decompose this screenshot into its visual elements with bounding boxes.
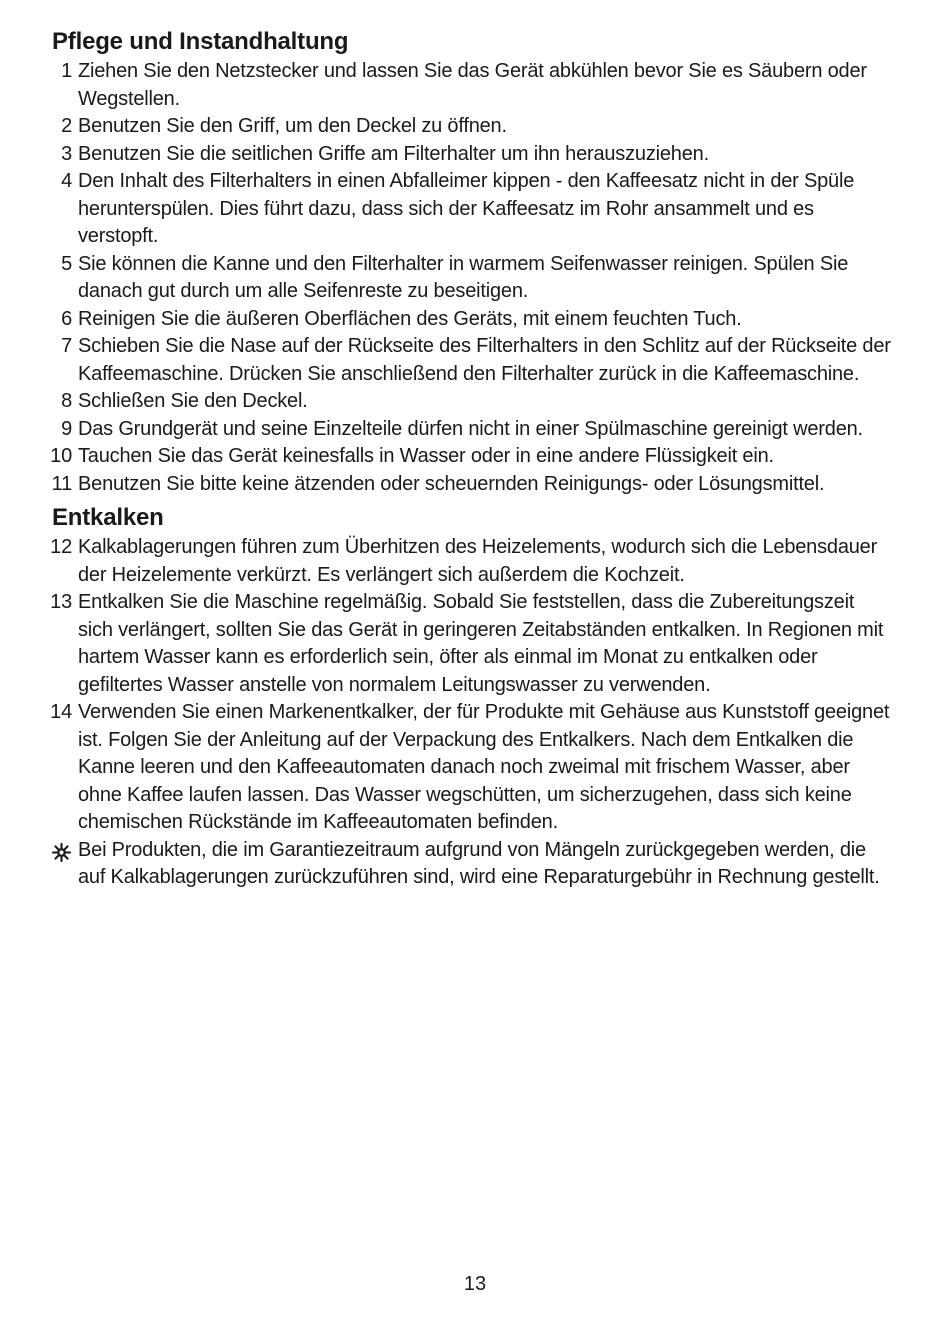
item-number: 7 [61, 335, 72, 357]
list-item [52, 168, 892, 251]
item-number: 1 [61, 60, 72, 82]
item-number: 3 [61, 142, 72, 165]
item-text: Ziehen Sie den Netzstecker und lassen Sie das Gerät abkühlen bevor Sie es Säubern oder Wegstellen. [78, 60, 867, 110]
item-text: Schieben Sie die Nase auf der Rückseite des Filterhalters in den Schlitz auf der Rückseite der Kaffeemaschine. Drücken Sie anschließend den Filterhalter zurück in die Kaffeemaschine. [78, 335, 891, 385]
item-text: Verwenden Sie einen Markenentkalker, der für Produkte mit Gehäuse aus Kunststoff geeignet ist. Folgen Sie der Anleitung auf der Verpackung des Entkalkers. Nach dem Entkalken die Kanne leeren und den Kaffeeautomaten danach noch zweimal mit frischem Wasser, aber ohne Kaffee laufen lassen. Das Wasser wegschütten, um sicherzugehen, dass sich keine chemischen Rückstände im Kaffeeautomaten befinden. [78, 701, 890, 833]
instruction-list [52, 58, 892, 498]
item-text: Das Grundgerät und seine Einzelteile dürfen nicht in einer Spülmaschine gereinigt werden. [78, 417, 863, 440]
item-number: 14 [50, 701, 72, 723]
item-text: Sie können die Kanne und den Filterhalter in warmem Seifenwasser reinigen. Spülen Sie danach gut durch um alle Seifenreste zu beseitigen. [78, 252, 849, 302]
item-text: Tauchen Sie das Gerät keinesfalls in Wasser oder in eine andere Flüssigkeit ein. [78, 445, 774, 467]
list-item [52, 699, 892, 837]
item-text: Benutzen Sie den Griff, um den Deckel zu öffnen. [78, 115, 507, 137]
list-item [52, 589, 892, 699]
document-page [52, 26, 892, 892]
note-text: Bei Produkten, die im Garantiezeitraum aufgrund von Mängeln zurückgegeben werden, die auf Kalkablagerungen zurückzuführen sind, wird eine Reparaturgebühr in Rechnung gestellt. [78, 838, 880, 888]
item-number: 13 [50, 591, 72, 613]
list-item [52, 251, 892, 306]
item-number: 10 [50, 445, 72, 467]
item-number: 4 [61, 170, 72, 192]
item-text: Reinigen Sie die äußeren Oberflächen des Geräts, mit einem feuchten Tuch. [78, 307, 742, 330]
list-item [52, 58, 892, 113]
item-number: 2 [61, 115, 72, 137]
instruction-list [52, 534, 892, 837]
item-text: Entkalken Sie die Maschine regelmäßig. Sobald Sie feststellen, dass die Zubereitungszeit sich verlängert, sollten Sie das Gerät in geringeren Zeitabständen entkalken. In Regionen mit hartem Wasser kann es erforderlich sein, öfter als einmal im Monat zu entkalken oder gefiltertes Wasser anstelle von normalem Leitungswasser zu verwenden. [78, 591, 884, 696]
item-text: Benutzen Sie bitte keine ätzenden oder scheuernden Reinigungs- oder Lösungsmittel. [78, 472, 825, 495]
list-item [52, 534, 892, 589]
section-heading: Pflege und Instandhaltung [52, 28, 349, 55]
warranty-note [52, 837, 892, 892]
list-item [52, 388, 892, 416]
section-entkalken [52, 502, 892, 892]
item-text: Kalkablagerungen führen zum Überhitzen des Heizelements, wodurch sich die Lebensdauer der Heizelemente verkürzt. Es verlängert sich außerdem die Kochzeit. [78, 536, 878, 586]
list-item [52, 443, 892, 471]
page-number: 13 [463, 1273, 487, 1295]
list-item [52, 113, 892, 141]
list-item [52, 333, 892, 388]
star-burst-icon [52, 843, 71, 862]
list-item [52, 141, 892, 169]
section-pflege [52, 26, 892, 498]
list-item [52, 471, 892, 499]
item-number: 11 [51, 472, 72, 495]
item-text: Schließen Sie den Deckel. [78, 390, 308, 412]
section-heading: Entkalken [52, 504, 164, 531]
item-text: Benutzen Sie die seitlichen Griffe am Filterhalter um ihn herauszuziehen. [78, 142, 709, 165]
item-text: Den Inhalt des Filterhalters in einen Abfalleimer kippen - den Kaffeesatz nicht in der Spüle herunterspülen. Dies führt dazu, dass sich der Kaffeesatz im Rohr ansammelt und es verstopft. [78, 170, 855, 247]
list-item [52, 416, 892, 444]
item-number: 8 [61, 390, 72, 412]
item-number: 12 [50, 536, 72, 558]
item-number: 9 [61, 417, 72, 440]
list-item [52, 306, 892, 334]
item-number: 6 [61, 307, 72, 330]
item-number: 5 [61, 252, 72, 275]
